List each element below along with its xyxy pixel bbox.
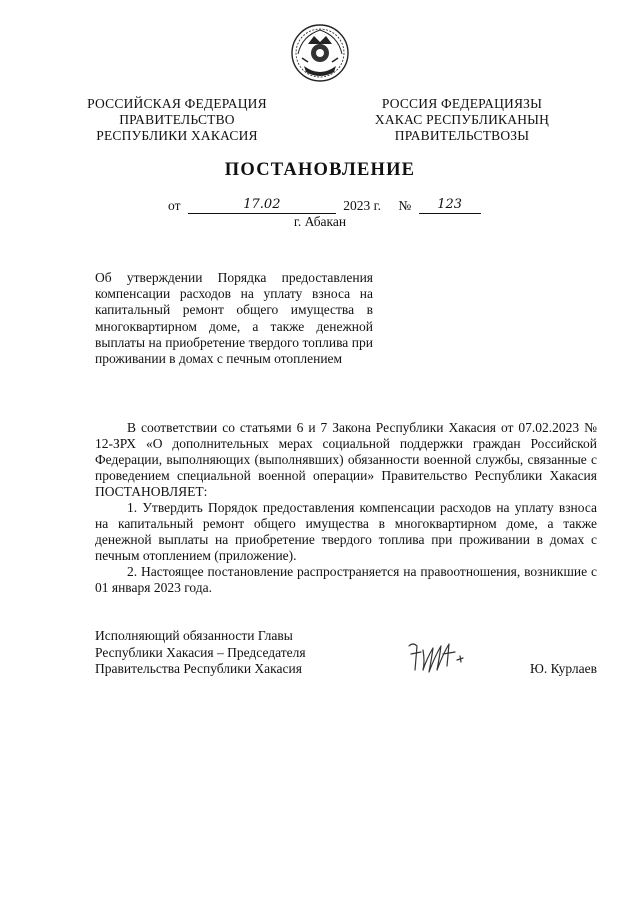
city-label: г. Абакан: [293, 214, 347, 229]
date-prefix: от: [168, 198, 181, 213]
signatory-position-line-1: Исполняющий обязанности Главы: [95, 628, 293, 643]
header-left-line-3: РЕСПУБЛИКИ ХАКАСИЯ: [96, 128, 258, 143]
signatory-position-line-2: Республики Хакасия – Председателя: [95, 644, 306, 660]
signatory-position-line-3: Правительства Республики Хакасия: [95, 661, 302, 676]
header-right-line-3: ПРАВИТЕЛЬСТВОЗЫ: [394, 128, 530, 143]
date-number-line: [168, 198, 481, 214]
handwritten-signature-icon: [405, 636, 469, 678]
header-right-line-1: РОССИЯ ФЕДЕРАЦИЯЗЫ: [381, 96, 543, 111]
header-left: [82, 96, 272, 144]
document-title: ПОСТАНОВЛЕНИЕ: [224, 160, 416, 180]
header-left-line-2: ПРАВИТЕЛЬСТВО: [119, 112, 235, 127]
document-subject: Об утверждении Порядка предоставления компенсации расходов на уплату взноса на капитальный ремонт общего имущества в многоквартирном доме, а также денежной выплаты на приобретение твердого топлива при проживании в домах с печным отоплением: [95, 270, 373, 367]
date-year: 2023 г.: [343, 198, 381, 213]
document-body: [95, 420, 597, 596]
item-1-paragraph: 1. Утвердить Порядок предоставления компенсации расходов на уплату взноса на капитальный ремонт общего имущества в многоквартирном доме, а также денежной выплаты на приобретение твердого топлива при проживании в домах с печным отоплением (приложение).: [95, 500, 597, 563]
number-field: 123: [419, 198, 481, 214]
number-sign: №: [398, 198, 412, 213]
header-left-line-1: РОССИЙСКАЯ ФЕДЕРАЦИЯ: [87, 96, 267, 111]
item-2-paragraph: 2. Настоящее постановление распространяется на правоотношения, возникшие с 01 января 2023 года.: [95, 564, 597, 595]
signatory-position: [95, 628, 325, 678]
preamble-paragraph: В соответствии со статьями 6 и 7 Закона Республики Хакасия от 07.02.2023 № 12-ЗРХ «О дополнительных мерах социальной поддержки граждан Российской Федерации, выполняющих (выполнявших) обязанности военной службы, связанные с проведением специальной военной операции» Правительство Республики Хакасия ПОСТАНОВЛЯЕТ:: [95, 420, 597, 499]
date-field: 17.02: [188, 198, 336, 214]
header-right: [362, 96, 562, 144]
signatory-name: Ю. Курлаев: [529, 661, 597, 676]
header-right-line-2: ХАКАС РЕСПУБЛИКАНЫҢ: [374, 112, 550, 127]
republic-emblem-icon: [288, 22, 352, 84]
